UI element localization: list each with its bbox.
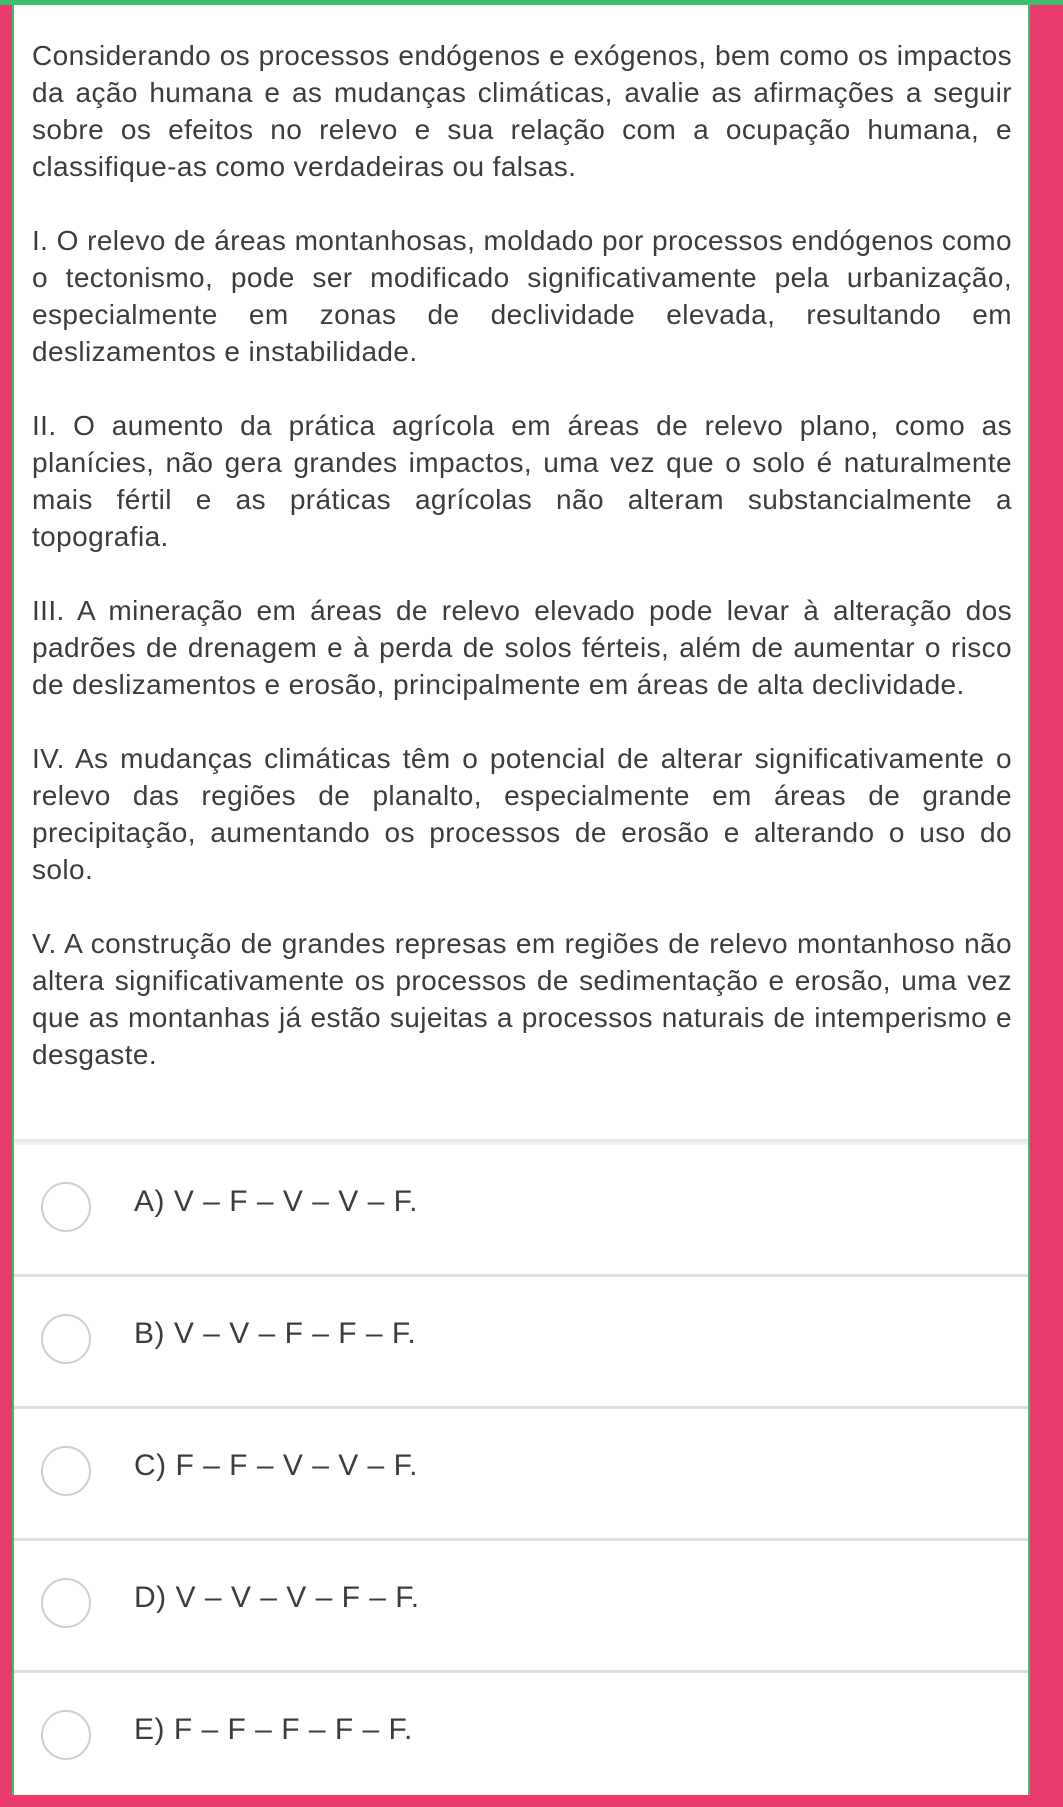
radio-icon[interactable] (41, 1710, 91, 1760)
radio-icon[interactable] (41, 1182, 91, 1232)
option-e[interactable] (14, 1673, 1028, 1795)
option-a-label: A) V – F – V – V – F. (134, 1185, 418, 1218)
question-intro: Considerando os processos endógenos e exógenos, bem como os impactos da ação humana e as mudanças climáticas, avalie as afirmações a seguir sobre os efeitos no relevo e sua relação com a ocupação humana, e classifique-as como verdadeiras ou falsas. (32, 40, 1012, 182)
option-c-label: C) F – F – V – V – F. (134, 1449, 418, 1482)
statement-1: I. O relevo de áreas montanhosas, moldado por processos endógenos como o tectonismo, pode ser modificado significativamente pela urbanização, especialmente em zonas de declividade elevada, resultando em deslizamentos e instabilidade. (32, 225, 1012, 367)
radio-icon[interactable] (41, 1578, 91, 1628)
question-card (12, 5, 1030, 1795)
statement-4: IV. As mudanças climáticas têm o potencial de alterar significativamente o relevo das regiões de planalto, especialmente em áreas de grande precipitação, aumentando os processos de erosão e alterando o uso do solo. (32, 743, 1012, 885)
option-a[interactable] (14, 1145, 1028, 1277)
option-d-label: D) V – V – V – F – F. (134, 1581, 420, 1614)
option-d[interactable] (14, 1541, 1028, 1673)
question-text (32, 37, 1012, 1073)
radio-icon[interactable] (41, 1446, 91, 1496)
statement-3: III. A mineração em áreas de relevo elevado pode levar à alteração dos padrões de drenagem e à perda de solos férteis, além de aumentar o risco de deslizamentos e erosão, principalmente em áreas de alta declividade. (32, 595, 1012, 700)
statement-2: II. O aumento da prática agrícola em áreas de relevo plano, como as planícies, não gera grandes impactos, uma vez que o solo é naturalmente mais fértil e as práticas agrícolas não alteram substancialmente a topografia. (32, 410, 1012, 552)
option-b-label: B) V – V – F – F – F. (134, 1317, 417, 1350)
option-b[interactable] (14, 1277, 1028, 1409)
option-c[interactable] (14, 1409, 1028, 1541)
statement-5: V. A construção de grandes represas em regiões de relevo montanhoso não altera significativamente os processos de sedimentação e erosão, uma vez que as montanhas já estão sujeitas a processos naturais de intemperismo e desgaste. (32, 928, 1012, 1070)
radio-icon[interactable] (41, 1314, 91, 1364)
option-e-label: E) F – F – F – F – F. (134, 1713, 413, 1746)
